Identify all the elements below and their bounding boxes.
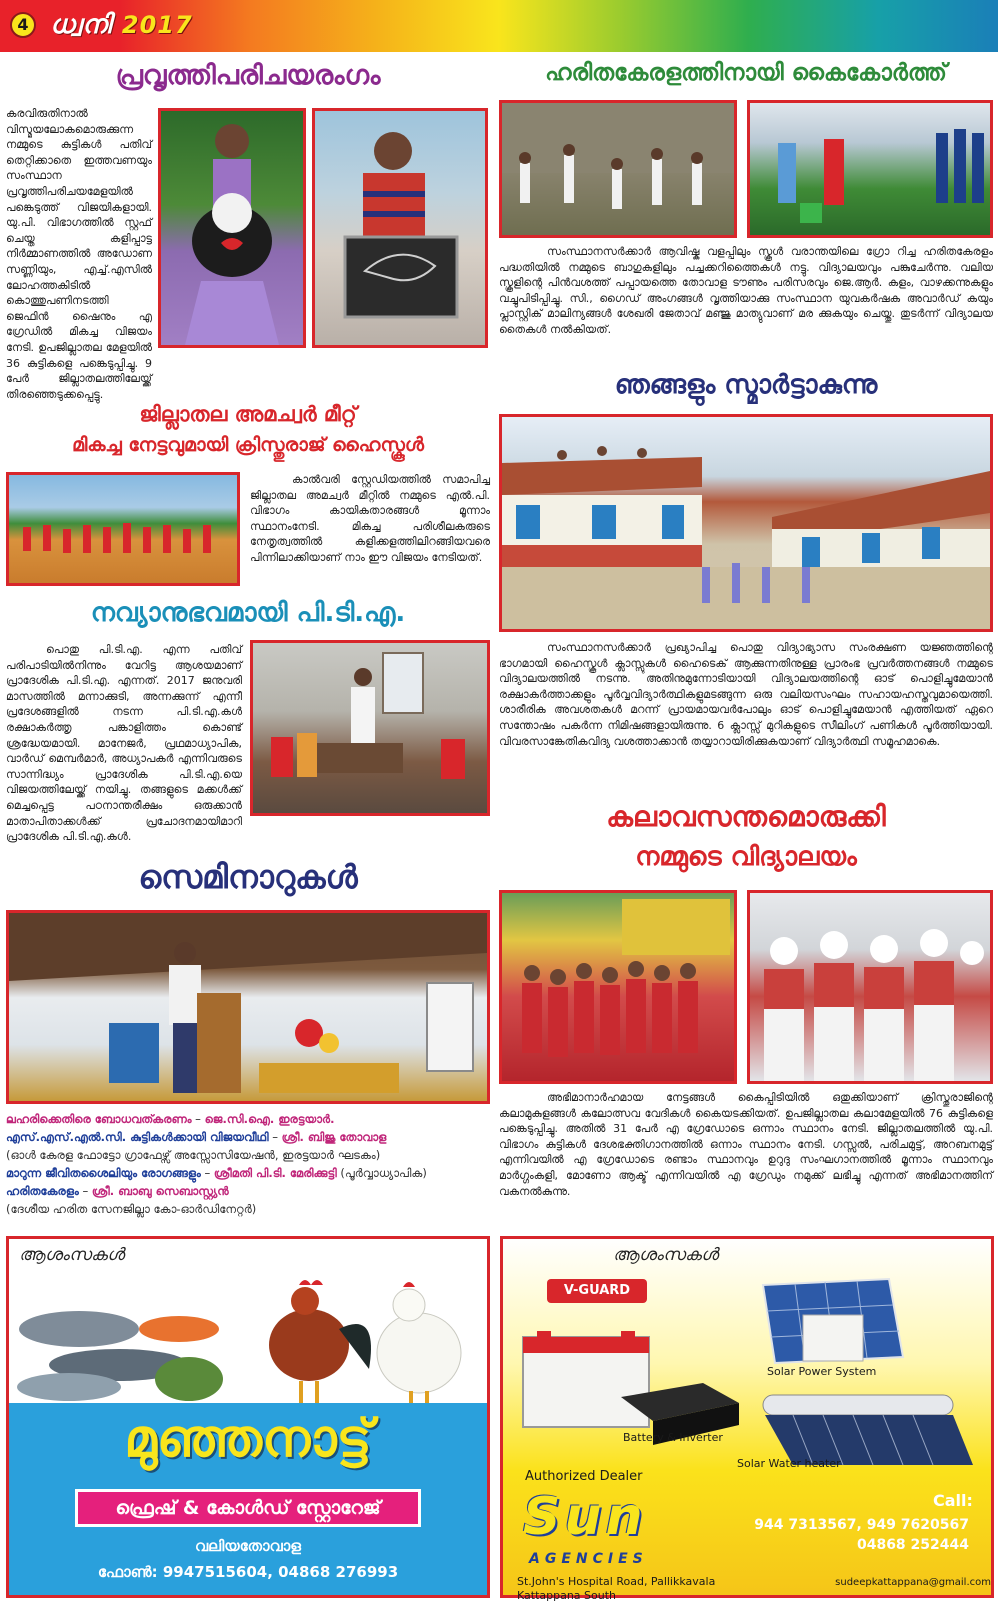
seminar-item <box>6 1128 492 1146</box>
ad-left-greeting: ആശംസകൾ <box>19 1245 125 1265</box>
seminar-item <box>6 1182 492 1200</box>
seminar-dash: – <box>195 1112 205 1126</box>
seminars-title: സെമിനാറുകൾ <box>138 858 358 896</box>
girls-figures <box>502 893 734 1081</box>
article3-title-line1: ജില്ലാതല അമച്വർ മീറ്റ് <box>139 402 357 426</box>
cleaning-figures <box>502 103 734 235</box>
planting-figures <box>750 103 990 235</box>
page-number: 4 <box>10 12 36 38</box>
photo-pta-meeting <box>250 640 490 816</box>
seminar-note: (ഓൾ കേരള ഫോട്ടോ ഗ്രാഫേഴ്സ് അസ്സോസിയേഷൻ, ഇരട്ടയാർ ഘടകം) <box>6 1148 381 1162</box>
photo-school-roof-work <box>499 414 993 632</box>
article5-title: നവ്യാനുഭവമായി പി.ടി.എ. <box>90 598 406 628</box>
ad-left-tagline: ഫ്രെഷ് & കോൾഡ് സ്റ്റോറേജ് <box>75 1489 421 1527</box>
boys-figures <box>750 893 990 1081</box>
photo-planting <box>747 100 993 238</box>
product-solar-power: Solar Power System <box>767 1365 877 1378</box>
water-heater-icon <box>763 1395 973 1465</box>
article6-title-line2: നമ്മുടെ വിദ്യാലയം <box>635 842 857 872</box>
school-building <box>502 417 990 629</box>
product-battery-inverter: Battery & Inverter <box>623 1431 723 1444</box>
seminar-item <box>6 1110 492 1128</box>
products-illustration <box>503 1265 991 1475</box>
photo-cleaning-campus <box>499 100 737 238</box>
seminar-topic: ഹരിതകേരളം <box>6 1184 79 1198</box>
phone-numbers: 944 7313567, 949 7620567 <box>754 1517 969 1533</box>
masthead-title: ധ്വനി <box>50 10 112 40</box>
product-solar-water-heater: Solar Water heater <box>737 1457 841 1470</box>
seminar-figures <box>9 913 487 1101</box>
fish-icon <box>17 1311 223 1401</box>
seminar-topic: മാറുന്ന ജീവിതശൈലിയും രോഗങ്ങളും <box>6 1166 201 1180</box>
battery-icon <box>523 1331 649 1427</box>
solar-panel-icon <box>763 1279 903 1363</box>
seminar-speaker: ശ്രീ. ബാബു സെബാസ്റ്റ്യൻ <box>91 1184 229 1198</box>
seminar-item <box>6 1164 492 1182</box>
sun-brand: Sun <box>523 1487 647 1547</box>
seminar-dash: – <box>82 1184 92 1198</box>
ad-left-brand: മുഞ്ഞനാട്ട് <box>124 1409 372 1469</box>
masthead-year: 2017 <box>121 11 193 39</box>
masthead <box>50 10 193 41</box>
seminar-list <box>6 1110 492 1234</box>
article3-body: കാൽവരി സ്റ്റേഡിയത്തിൽ സമാപിച്ച ജില്ലാതല അമച്വർ മീറ്റിൽ നമ്മുടെ എൽ.പി. വിഭാഗം കായികതാരങ്ങൾ മൂന്നാം സ്ഥാനംനേടി. മികച്ച പരിശീലകരുടെ നേതൃത്വത്തിൽ കളിക്കളത്തിലിറങ്ങിയവരെ പിന്നിലാക്കിയാണ് നാം ഈ വിജയം നേടിയത്. <box>250 473 490 564</box>
seminar-speaker: ശ്രീ. ബിജു തോവാള <box>281 1130 387 1144</box>
article1-body-cont <box>6 346 490 380</box>
vguard-logo: V-GUARD <box>547 1279 647 1303</box>
dealer-label: Authorized Dealer <box>525 1469 643 1484</box>
seminar-topic: എസ്.എസ്.എൽ.സി. കുട്ടികൾക്കായി വിജയവീഥി <box>6 1130 269 1144</box>
article1-body: കരവിരുതിനാൽ വിസ്മയലോകമൊരുക്കുന്ന നമ്മുടെ കുട്ടികൾ പതിവ് തെറ്റിക്കാതെ ഇത്തവണയും സംസ്ഥാന പ്രവൃത്തിപരിചയമേളയിൽ പങ്കെടുത്ത് വിജയികളായി. യു.പി. വിഭാഗത്തിൽ സ്റ്റഫ് ചെയ്ത കളിപ്പാട്ട നിർമ്മാണത്തിൽ അഡോണ സണ്ണിയും, എച്ച്.എസിൽ ലോഹത്തകിടിൽ കൊത്തുപണിനടത്തി ജെഫിൻ ഷൈനും എ ഗ്രേഡിൽ മികച്ച വിജയം നേടി. ഉപജില്ലാതല മേളയിൽ 36 കുട്ടികളെ പങ്കെടുപ്പിച്ചു. 9 പേർ ജില്ലാതലത്തിലേയ്ക്ക് തിരഞ്ഞെടുക്കപ്പെട്ടു. <box>6 107 152 401</box>
article4-body: സംസ്ഥാനസർക്കാർ പ്രഖ്യാപിച്ച പൊതു വിദ്യാഭ്യാസ സംരക്ഷണ യജ്ഞത്തിന്റെ ഭാഗമായി ഹൈസ്കൂൾ ക്ലാസ്സുകൾ ഹൈടെക് ആക്കുന്നതിനുള്ള പ്രാരംഭ പ്രവർത്തനങ്ങൾ നമ്മുടെ വിദ്യാലയത്തിൽ നടന്നു. അതിനുമുന്നോടിയായി വിദ്യാലയത്തിന്റെ ഓട് പൊളിച്ചുമേയാൻ രക്ഷാകർത്താക്കളും പൂർവ്വവിദ്യാർത്ഥികളുമടങ്ങുന്ന ഒരു വലിയസംഘം സഹായഹസ്തവുമായെത്തി. ശാരീരിക അവശതകൾ മറന്ന് പ്രായമായവർപോലും ഓട് പൊളിച്ചുമേയാൻ എത്തിയത് ഏറെ സന്തോഷം പകർന്ന നിമിഷങ്ങളായിരുന്നു. 6 ക്ലാസ്സ് മുറികളുടെ സീലിംഗ് പണികൾ പൂർത്തിയായി. വിവരസാങ്കേതികവിദ്യ വശത്താക്കാൻ തയ്യാറായിരിക്കുകയാണ് വിദ്യാർത്ഥി സമൂഹമാകെ. <box>499 641 993 748</box>
email: sudeepkattappana@gmail.com <box>835 1577 991 1588</box>
article6-body: അഭിമാനാർഹമായ നേട്ടങ്ങൾ കൈപ്പിടിയിൽ ഒതുക്കിയാണ് ക്രിസ്തുരാജിന്റെ കലാമുകുളങ്ങൾ കലോത്സവ വേദികൾ കൈയടക്കിയത്. ഉപജില്ലാതല കലാമേളയിൽ 76 കുട്ടികളെ പങ്കെടുപ്പിച്ചു. അതിൽ 31 പേർ എ ഗ്രേഡോടെ ഒന്നാം സ്ഥാനം നേടി. ജില്ലാതലത്തിൽ യു.പി. വിഭാഗം കുട്ടികൾ ദേശഭക്തിഗാനത്തിൽ ഒന്നാം സ്ഥാനം നേടി. ഗസ്സൽ, പരിചമുട്ട്, അറബനമുട്ട് എന്നിവയിൽ എ ഗ്രേഡോടെ രണ്ടാം സ്ഥാനവും ഉറുദു സംഘഗാനത്തിൽ മൂന്നാം സ്ഥാനവും മാർഗ്ഗംകളി, മോണോ ആക്ട് എന്നിവയിൽ എ ഗ്രേഡും നമുക്ക് ലഭിച്ചു എന്നത് അഭിമാനത്തിന് വകനൽകുന്നു. <box>499 1091 993 1198</box>
article1-title: പ്രവൃത്തിപരിചയരംഗം <box>115 60 381 91</box>
girl-figure <box>161 111 303 345</box>
address-line2: Kattappana South <box>517 1589 617 1602</box>
fish-chicken-illustration <box>9 1269 487 1419</box>
ad-left-blue-panel <box>9 1403 487 1595</box>
hen-icon <box>377 1282 461 1413</box>
article2-title: ഹരിതകേരളത്തിനായി കൈകോർത്ത് <box>545 60 947 86</box>
rooster-icon <box>269 1280 371 1409</box>
photo-athletes <box>6 472 240 586</box>
sun-brand-sub: AGENCIES <box>529 1551 648 1567</box>
photo-seminar-speaker <box>6 910 490 1104</box>
ad-cold-storage <box>6 1236 490 1598</box>
seminar-topic: ലഹരിക്കെതിരെ ബോധവത്കരണം <box>6 1112 192 1126</box>
article5-body: പൊതു പി.ടി.എ. എന്ന പതിവ് പരിപാടിയിൽനിന്നും വേറിട്ട ആശയമാണ് പ്രാദേശിക പി.ടി.എ. എന്നത്. 2017 ജനുവരി മാസത്തിൽ മന്നാക്കുടി, അന്നക്കുന്ന് എന്നീ പ്രദേശങ്ങളിൽ നടന്ന പി.ടി.എ.കൾ രക്ഷാകർത്തൃ പങ്കാളിത്തം കൊണ്ട് ശ്രദ്ധേയമായി. മാനേജർ, പ്രഥമാധ്യാപിക, വാർഡ് മെമ്പർമാർ, അധ്യാപകർ എന്നിവരുടെ സാന്നിദ്ധ്യം പ്രാദേശിക പി.ടി.എ.യെ വിജയത്തിലേയ്ക്ക് നയിച്ചു. തങ്ങളുടെ മക്കൾക്ക് മെച്ചപ്പെട്ട പഠനാന്തരീക്ഷം ഒരുക്കാൻ മാതാപിതാക്കൾക്ക് പ്രചോദനമായിമാറി പ്രാദേശിക പി.ടി.എ.കൾ. <box>6 643 242 844</box>
photo-girl-with-toy <box>158 108 306 348</box>
seminar-dash: – <box>204 1166 214 1180</box>
ad-right-greeting: ആശംസകൾ <box>613 1245 719 1265</box>
photo-boys-costume-team <box>747 890 993 1084</box>
seminar-dash: – <box>272 1130 282 1144</box>
seminar-note: (ദേശീയ ഹരിത സേനജില്ലാ കോ-ഓർഡിനേറ്റർ) <box>6 1202 257 1216</box>
photo-boy-with-engraving <box>312 108 488 348</box>
article6-title-line1: കലാവസന്തമൊരുക്കി <box>606 800 886 833</box>
athletes-figures <box>9 475 237 583</box>
article4-title: ഞങ്ങളും സ്മാർട്ടാകുന്നു <box>614 370 878 400</box>
call-label: Call: <box>933 1491 973 1510</box>
pta-figures <box>253 643 487 813</box>
ad-left-phone: ഫോൺ: 9947515604, 04868 276993 <box>97 1563 399 1581</box>
phone-landline: 04868 252444 <box>856 1537 969 1553</box>
ad-sun-agencies <box>500 1236 994 1602</box>
ad-left-place: വലിയതോവാള <box>195 1537 301 1555</box>
seminar-speaker: ശ്രീമതി പി.ടി. മേരിക്കുട്ടി <box>213 1166 337 1180</box>
page-header <box>0 0 998 52</box>
boy-figure <box>315 111 485 345</box>
seminar-note: (പൂർവ്വാധ്യാപിക) <box>340 1166 427 1180</box>
address-line1: St.John's Hospital Road, Pallikkavala <box>517 1575 716 1588</box>
article2-body: സംസ്ഥാനസർക്കാർ ആവിഷ്ക വളപ്പിലും സ്കൂൾ വരാന്തയിലെ ഗ്രോ റിച്ച ഹരിതകേരളം പദ്ധതിയിൽ നമ്മുടെ ബാഗുകളിലും പച്ചക്കറിത്തൈകൾ നട്ടു. വിദ്യാലയവും പങ്കുചേർന്നു. വലിയ സ്കൂളിന്റെ പിൻവശത്ത് പപ്പായത്തെ തോവാള ടൗണും പരിസരവും ജെ.ആർ. കളം, വാഴക്കന്നുകളും വച്ചുപിടിപ്പിച്ചു. സി., ഗൈഡ് അംഗങ്ങൾ വൃത്തിയാക്കു സംസ്ഥാന യുവകർഷക അവാർഡ് കയും പ്ലാസ്റ്റിക് മാലിന്യങ്ങൾ ശേഖരി ജേതാവ് മഞ്ജു മാത്യുവാണ് മര ക്കുകയും ചെയ്തു. തുടർന്ന് വിദ്യാലയ തൈകൾ നൽകിയത്. <box>499 245 993 336</box>
seminar-speaker: ജെ.സി.ഐ. ഇരട്ടയാർ. <box>204 1112 335 1126</box>
photo-girls-dance-team <box>499 890 737 1084</box>
article3-title-line2: മികച്ച നേട്ടവുമായി ക്രിസ്തുരാജ് ഹൈസ്കൂൾ <box>72 434 424 456</box>
